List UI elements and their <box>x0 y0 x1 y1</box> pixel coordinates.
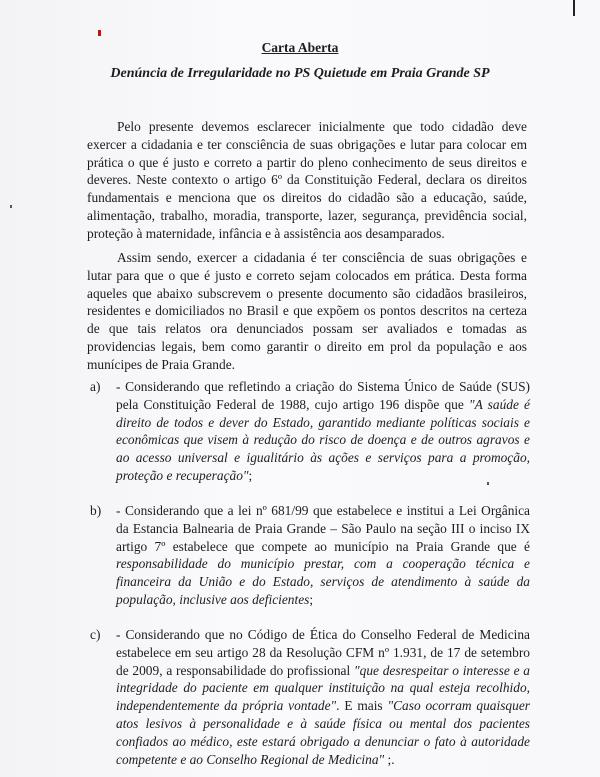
paragraph-intro: Pelo presente devemos esclarecer inicialmente que todo cidadão deve exercer a cidadania e ter consciência de suas obrigações e lutar para colocar em prática o que é justo e correto a partir do pleno conhecimento de seus direitos e deveres. Neste contexto o artigo 6º da Constituição Federal, declara os direitos fundamentais e menciona que os direitos do cidadão são a educação, saúde, alimentação, trabalho, moradia, transporte, lazer, segurança, previdência social, proteção à maternidade, infância e à assistência aos desamparados. <box>87 119 527 241</box>
list-item-c <box>90 626 530 768</box>
item-quote: responsabilidade do município prestar, com a cooperação técnica e financeira da União e do Estado, serviços de atendimento à saúde da população, inclusive aos deficientes <box>116 556 530 607</box>
red-ink-mark <box>98 30 101 36</box>
list-item-a <box>90 378 530 485</box>
item-quote: "A saúde é direito de todos e dever do Estado, garantido mediante políticas sociais e econômicas que visem à redução do risco de doença e de outros agravos e ao acesso universal e igualitário às ações e serviços para a promoção, proteção e recuperação" <box>116 396 530 483</box>
scan-edge-mark <box>573 0 575 16</box>
item-letter: b) <box>90 503 102 518</box>
item-body <box>116 378 530 485</box>
item-text: - Considerando que refletindo a criação do Sistema Único de Saúde (SUS) pela Constituição Federal de 1988, cujo artigo 196 dispõe que <box>116 379 530 412</box>
item-text: - Considerando que no Código de Ética do Conselho Federal de Medicina estabelece em seu artigo 28 da Resolução CFM nº 1.931, de 17 de setembro de 2009, a responsabilidade do profissional <box>116 627 530 678</box>
item-text: - Considerando que a lei nº 681/99 que estabelece e institui a Lei Orgânica da Estancia Balnearia de Praia Grande – São Paulo na seção III o inciso IX artigo 7º estabelece que compete ao município na Praia Grande que é <box>116 503 530 554</box>
item-tail: ; <box>309 591 314 607</box>
item-letter: c) <box>90 627 101 642</box>
document-subtitle: Denúncia de Irregularidade no PS Quietude em Praia Grande SP <box>110 66 490 81</box>
list-item-b <box>90 502 530 609</box>
scan-speck <box>10 205 12 208</box>
item-tail: ;. <box>384 751 395 767</box>
document-title: Carta Aberta <box>261 40 339 55</box>
item-tail: ; <box>248 467 253 483</box>
item-quote-2: "Caso ocorram quaisquer atos lesivos à personalidade e à saúde física ou mental dos pacientes confiados ao médico, este estará obrigado a denunciar o fato à autoridade competente e ao Conselho Regional de Medicina" <box>116 698 530 767</box>
item-letter: a) <box>90 379 101 394</box>
paragraph-citizenship: Assim sendo, exercer a cidadania é ter consciência de suas obrigações e lutar para que o que é justo e correto sejam colocados em prática. Desta forma aqueles que abaixo subscrevem o presente documento são cidadãos brasileiros, residentes e domiciliados no Brasil e que expõem os pontos descritos na certeza de que tais relatos ora denunciados possam ser avaliados e tomadas as providencias legais, bem como garantir o direito em prol da população e aos munícipes de Praia Grande. <box>87 250 527 372</box>
item-mid: . E mais <box>336 698 388 714</box>
item-quote: "que desrespeitar o interesse e a integridade do paciente em qualquer instituição na qual esteja recolhido, independentemente da própria vontade" <box>116 662 530 714</box>
item-body <box>116 626 530 768</box>
item-body <box>116 502 530 609</box>
